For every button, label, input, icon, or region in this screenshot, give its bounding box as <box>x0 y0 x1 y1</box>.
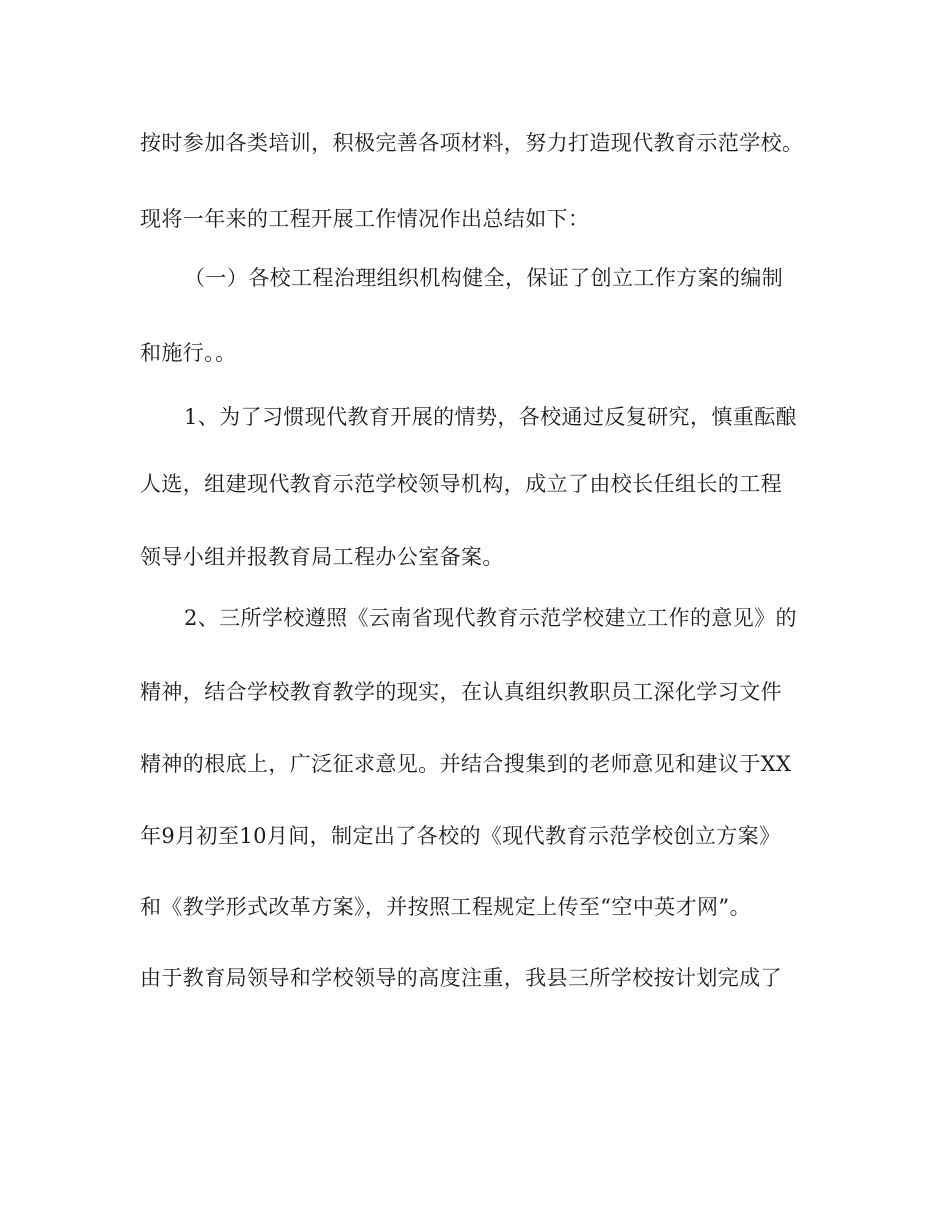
list-item-2-line: 精神的根底上，广泛征求意见。并结合搜集到的老师意见和建议于XX <box>140 752 792 776</box>
text-line: 现将一年来的工程开展工作情况作出总结如下： <box>140 207 590 231</box>
list-item-1-line: 人选，组建现代教育示范学校领导机构，成立了由校长任组长的工程 <box>140 472 782 496</box>
list-item-2-line: 和《教学形式改革方案》，并按照工程规定上传至“空中英才网”。 <box>140 895 751 919</box>
list-item-1-line: 1、为了习惯现代教育开展的情势，各校通过反复研究，慎重酝酿 <box>184 405 797 429</box>
text-line: 按时参加各类培训，积极完善各项材料，努力打造现代教育示范学校。 <box>140 131 804 155</box>
list-item-2-line: 年9月初至10月间，制定出了各校的《现代教育示范学校创立方案》 <box>140 824 781 848</box>
list-item-2-line: 由于教育局领导和学校领导的高度注重，我县三所学校按计划完成了 <box>140 966 782 990</box>
section-heading: （一）各校工程治理组织机构健全，保证了创立工作方案的编制 <box>184 266 784 290</box>
text-line: 和施行。。 <box>140 341 237 365</box>
list-item-2-line: 精神，结合学校教育教学的现实，在认真组织教职员工深化学习文件 <box>140 680 782 704</box>
list-item-1-line: 领导小组并报教育局工程办公室备案。 <box>140 545 504 569</box>
list-item-2-line: 2、三所学校遵照《云南省现代教育示范学校建立工作的意见》的 <box>184 606 797 630</box>
